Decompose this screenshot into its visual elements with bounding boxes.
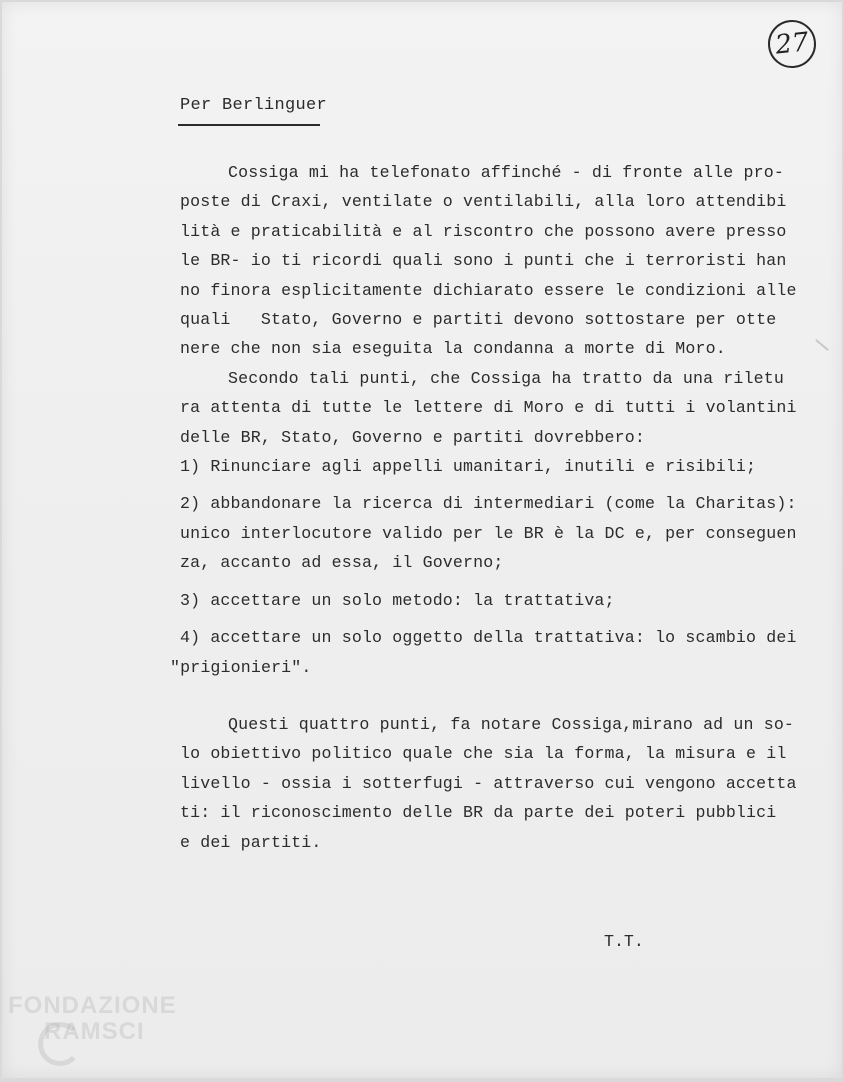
text-line: Cossiga mi ha telefonato affinché - di fronte alle pro- <box>228 163 784 182</box>
letter-body <box>170 158 800 857</box>
point-1 <box>180 452 800 481</box>
text-line: ti: il riconoscimento delle BR da parte dei poteri pubblici <box>180 803 777 823</box>
text-line: quali Stato, Governo e partiti devono sottostare per otte <box>180 310 777 330</box>
text-line: lo obiettivo politico quale che sia la forma, la misura e il <box>180 744 787 764</box>
paragraph-2 <box>180 364 800 452</box>
heading-underline <box>178 124 320 126</box>
point-3 <box>180 586 800 615</box>
margin-mark <box>815 339 829 351</box>
logo-line-2: RAMSCI <box>44 1018 145 1045</box>
signature-initials: T.T. <box>604 932 644 951</box>
text-line: e dei partiti. <box>180 832 322 852</box>
text-line: za, accanto ad essa, il Governo; <box>180 553 504 573</box>
text-line: 2) abbandonare la ricerca di intermediari (come la Charitas): <box>180 494 797 514</box>
text-line: Secondo tali punti, che Cossiga ha tratto da una riletu <box>228 368 784 388</box>
logo-line-1: FONDAZIONE <box>8 992 177 1019</box>
text-line: 1) Rinunciare agli appelli umanitari, inutili e risibili; <box>180 457 757 477</box>
text-line: livello - ossia i sotterfugi - attraverso cui vengono accetta <box>180 773 797 793</box>
text-line: Questi quattro punti, fa notare Cossiga,mirano ad un so- <box>228 714 795 734</box>
text-line: unico interlocutore valido per le BR è la DC e, per conseguen <box>180 523 797 543</box>
text-line: 3) accettare un solo metodo: la trattativa; <box>180 590 615 610</box>
document-heading: Per Berlinguer <box>180 96 328 115</box>
document-page <box>2 2 842 1078</box>
text-line: poste di Craxi, ventilate o ventilabili, alla loro attendibi <box>180 192 787 212</box>
text-line: no finora esplicitamente dichiarato essere le condizioni alle <box>180 280 797 300</box>
text-line: ra attenta di tutte le lettere di Moro e di tutti i volantini <box>180 398 797 418</box>
page-number-stamp: 27 <box>766 18 819 71</box>
paragraph-1 <box>180 158 800 364</box>
text-line: lità e praticabilità e al riscontro che possono avere presso <box>180 221 787 241</box>
text-line: le BR- io ti ricordi quali sono i punti che i terroristi han <box>180 251 787 271</box>
text-line: nere che non sia eseguita la condanna a morte di Moro. <box>180 339 726 359</box>
text-line: 4) accettare un solo oggetto della trattativa: lo scambio dei <box>180 628 797 648</box>
point-2 <box>180 489 800 577</box>
archive-logo <box>8 992 218 1072</box>
text-line: "prigionieri". <box>170 657 312 677</box>
point-4 <box>170 623 800 682</box>
logo-g-icon <box>38 1022 82 1066</box>
paragraph-3 <box>180 710 800 857</box>
text-line: delle BR, Stato, Governo e partiti dovrebbero: <box>180 427 645 447</box>
